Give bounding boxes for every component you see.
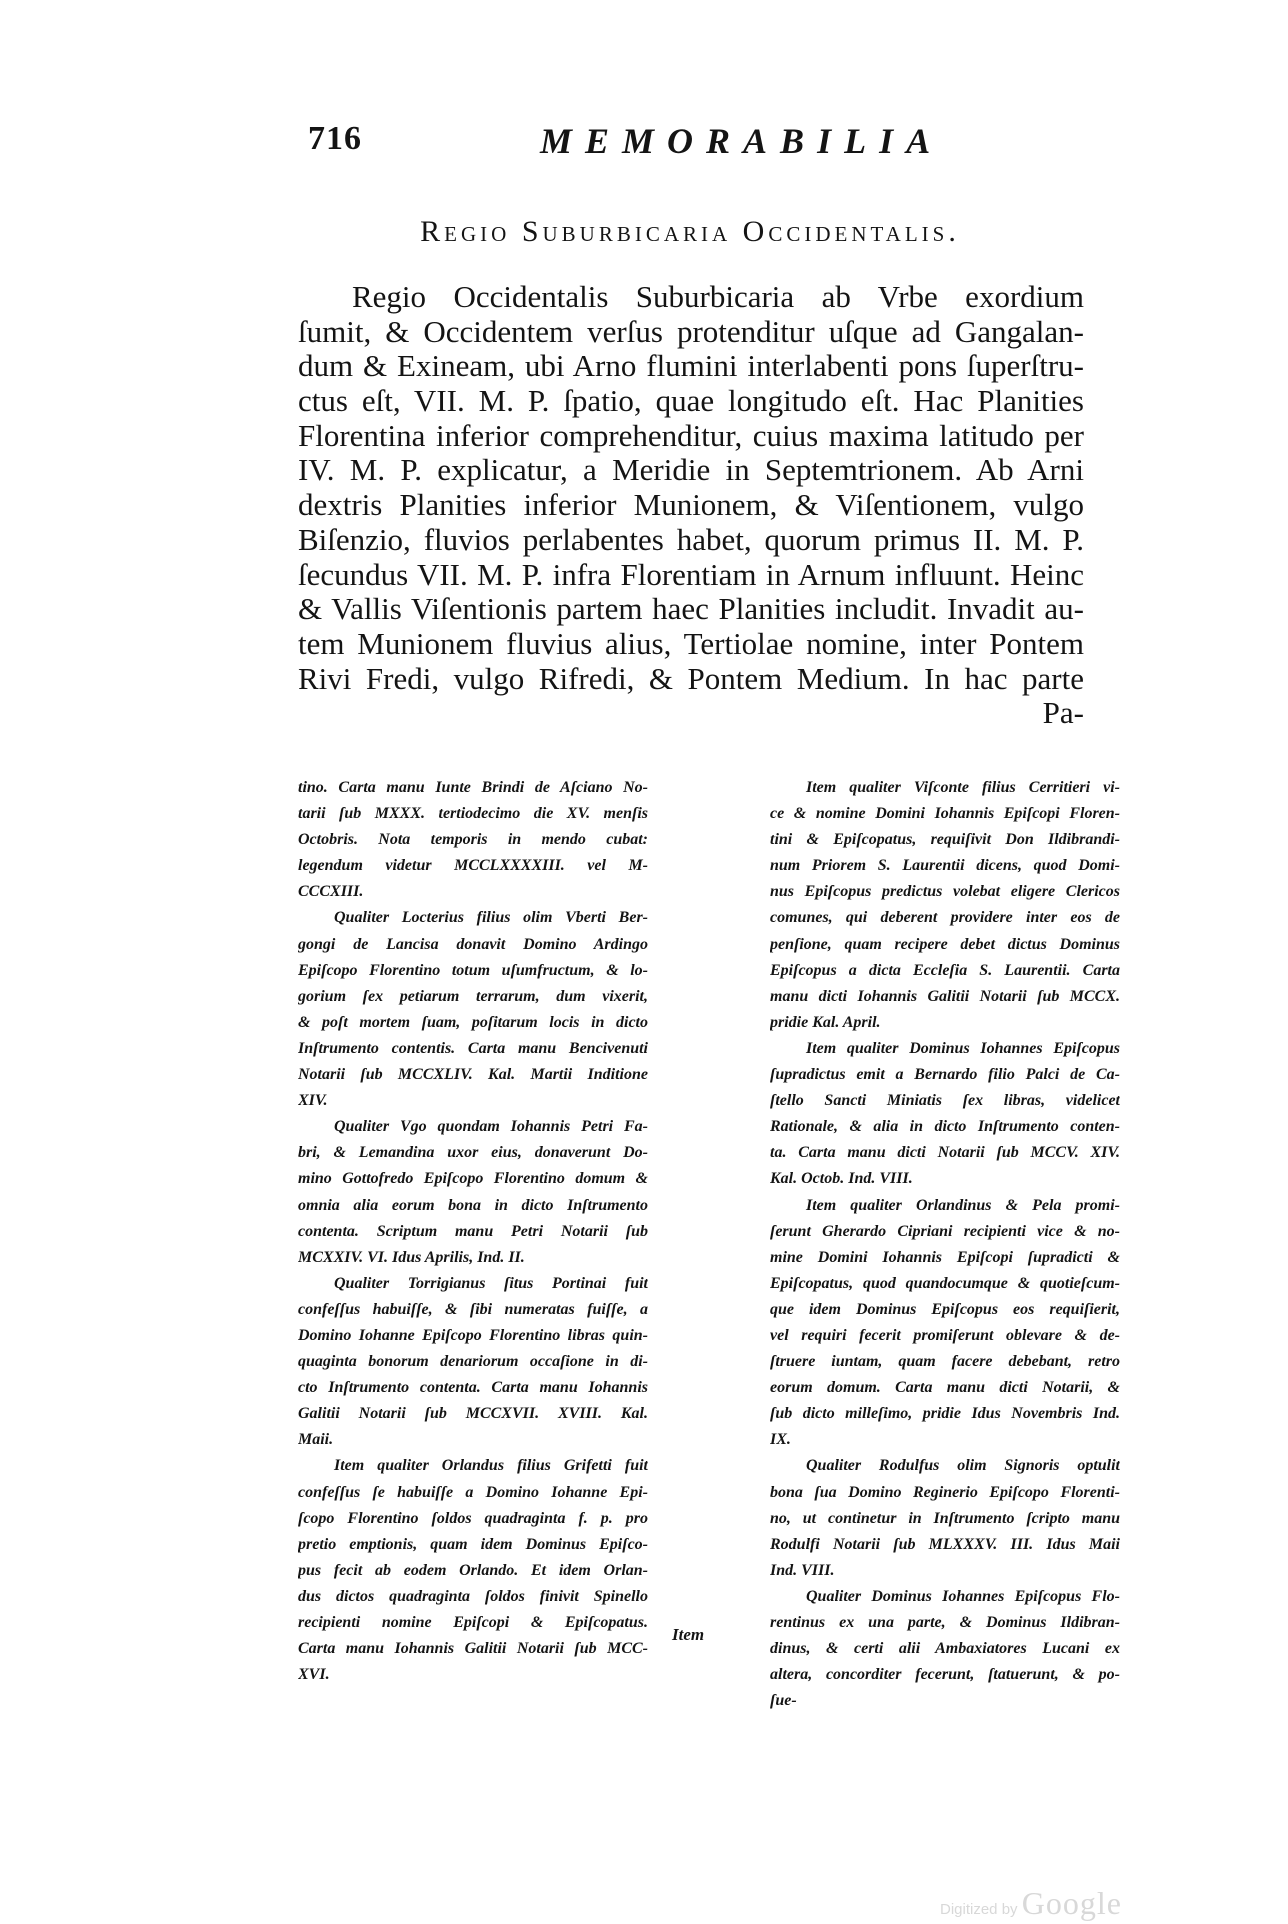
footnote-line: Qualiter Locterius filius olim Vberti Ber- (334, 909, 648, 927)
footnote-column-left (298, 775, 648, 1688)
footnote-line: tarii ſub MXXX. tertiodecimo die XV. menſis (298, 805, 648, 823)
footnote-line: tino. Carta manu Iunte Brindi de Aſciano No- (298, 779, 648, 796)
digitization-watermark (940, 1885, 1122, 1922)
footnote-line: dus dictos quadraginta ſoldos finivit Spinello (298, 1587, 648, 1605)
body-line: & Vallis Viſentionis partem haec Planities includit. Invadit au- (298, 591, 1084, 627)
footnote-line: penſione, quam recipere debet dictus Dominus (770, 935, 1120, 953)
footnote-line: ſue- (770, 1692, 797, 1710)
footnote-line: Notarii ſub MCCXLIV. Kal. Martii Inditione (298, 1066, 648, 1084)
footnote-line: Inſtrumento contentis. Carta manu Bencivenuti (298, 1039, 648, 1057)
footnote-line: gongi de Lancisa donavit Domino Ardingo (298, 935, 648, 953)
footnote-line: altera, concorditer fecerunt, ſtatuerunt, & po- (770, 1666, 1120, 1684)
footnote-line: rentinus ex una parte, & Dominus Ildibran- (770, 1614, 1120, 1631)
footnote-line: ſtruere iuntam, quam facere debebant, retro (770, 1353, 1120, 1371)
footnote-line: recipienti nomine Epiſcopi & Epiſcopatus. (298, 1614, 648, 1631)
footnote-line: comunes, qui deberent providere inter eos de (770, 909, 1120, 927)
body-line: tem Munionem fluvius alius, Tertiolae nomine, inter Pontem (298, 625, 1084, 661)
footnote-line: vel requiri fecerit promiſerunt oblevare & de- (770, 1326, 1120, 1344)
footnote-line: contenta. Scriptum manu Petri Notarii ſub (298, 1222, 648, 1240)
section-title: Regio Suburbicaria Occidentalis. (420, 215, 960, 248)
footnote-line: omnia alia eorum bona in dicto Inſtrumento (298, 1196, 648, 1214)
footnote-line: bona ſua Domino Reginerio Epiſcopo Florenti- (770, 1483, 1120, 1501)
footnote-line: IX. (770, 1431, 791, 1449)
footnote-line: Qualiter Vgo quondam Iohannis Petri Fa- (334, 1118, 648, 1136)
footnote-line: Epiſcopus a dicta Eccleſia S. Laurentii. Carta (770, 961, 1120, 979)
footnote-line: pridie Kal. April. (770, 1013, 881, 1031)
footnote-line: tini & Epiſcopatus, requiſivit Don Ildibrandi- (770, 831, 1120, 849)
footnote-line: Rationale, & alia in dicto Inſtrumento conten- (770, 1118, 1120, 1136)
footnote-line: bri, & Lemandina uxor eius, donaverunt Do- (298, 1144, 648, 1162)
footnote-line: ce & nomine Domini Iohannis Epiſcopi Floren- (770, 805, 1120, 823)
footnote-line: pretio emptionis, quam idem Dominus Epiſco- (298, 1535, 648, 1553)
footnote-line: Rodulfi Notarii ſub MLXXXV. III. Idus Maii (770, 1535, 1120, 1553)
footnote-line: dinus, & certi alii Ambaxiatores Lucani ex (770, 1640, 1120, 1658)
footnote-line: num Priorem S. Laurentii dicens, quod Domi- (770, 857, 1120, 875)
footnote-line: MCXXIV. VI. Idus Aprilis, Ind. II. (298, 1248, 525, 1266)
watermark-brand: Google (1021, 1885, 1122, 1921)
footnote-line: que idem Dominus Epiſcopus eos requiſierit, (770, 1300, 1120, 1318)
footnote-line: no, ut continetur in Inſtrumento ſcripto manu (770, 1509, 1120, 1527)
body-line: Florentina inferior comprehenditur, cuius maxima latitudo per (298, 417, 1084, 453)
body-line: IV. M. P. explicatur, a Meridie in Septemtrionem. Ab Arni (298, 452, 1084, 488)
footnote-line: nus Epiſcopus predictus volebat eligere Clericos (770, 883, 1120, 901)
footnote-line: ſupradictus emit a Bernardo filio Palci de Ca- (770, 1066, 1120, 1084)
footnote-line: ſerunt Gherardo Cipriani recipienti vice & no- (770, 1222, 1120, 1240)
footnote-line: quaginta bonorum denariorum occaſione in di- (298, 1353, 648, 1371)
footnote-line: Domino Iohanne Epiſcopo Florentino libras quin- (298, 1326, 648, 1344)
footnote-column-right (770, 775, 1120, 1714)
footnote-line: ſub dicto milleſimo, pridie Idus Novembris Ind. (770, 1405, 1120, 1423)
footnote-line: mine Domini Iohannis Epiſcopi ſupradicti & (770, 1248, 1120, 1266)
footnote-line: Qualiter Dominus Iohannes Epiſcopus Flo- (806, 1587, 1120, 1605)
footnote-line: ta. Carta manu dicti Notarii ſub MCCV. XIV. (770, 1144, 1120, 1162)
footnote-line: Maii. (298, 1431, 334, 1449)
footnote-line: Ind. VIII. (770, 1561, 835, 1579)
body-line: ſecundus VII. M. P. infra Florentiam in Arnum influunt. Heinc (298, 556, 1084, 592)
footnote-line: cto Inſtrumento contenta. Carta manu Iohannis (298, 1379, 648, 1397)
footnote-line: XVI. (298, 1666, 330, 1684)
footnote-line: eorum domum. Carta manu dicti Notarii, & (770, 1379, 1120, 1397)
catchword-left: Item (672, 1625, 705, 1644)
watermark-prefix: Digitized by (940, 1901, 1018, 1918)
body-line: ſumit, & Occidentem verſus protenditur uſque ad Gangalan- (298, 313, 1084, 349)
body-line: Pa- (1042, 695, 1084, 731)
body-line: ctus eſt, VII. M. P. ſpatio, quae longitudo eſt. Hac Planities (298, 383, 1084, 419)
footnote-line: Carta manu Iohannis Galitii Notarii ſub MCC- (298, 1640, 648, 1658)
main-body-text (298, 280, 1084, 731)
footnote-line: ſcopo Florentino ſoldos quadraginta f. p. pro (298, 1509, 648, 1527)
footnote-line: Kal. Octob. Ind. VIII. (770, 1170, 913, 1188)
footnote-line: Octobris. Nota temporis in mendo cubat: (298, 831, 648, 849)
footnote-line: CCCXIII. (298, 883, 364, 901)
footnote-line: Item qualiter Dominus Iohannes Epiſcopus (806, 1039, 1120, 1057)
footnote-line: Item qualiter Viſconte filius Cerritieri vi- (806, 779, 1120, 796)
footnote-line: gorium ſex petiarum terrarum, dum vixerit, (298, 987, 648, 1005)
body-line: dextris Planities inferior Munionem, & Viſentionem, vulgo (298, 487, 1084, 523)
footnote-line: Galitii Notarii ſub MCCXVII. XVIII. Kal. (298, 1405, 648, 1423)
footnote-line: mino Gottofredo Epiſcopo Florentino domum & (298, 1170, 648, 1188)
footnote-line: Item qualiter Orlandinus & Pela promi- (806, 1196, 1120, 1214)
footnote-line: legendum videtur MCCLXXXXIII. vel M- (298, 857, 648, 875)
footnote-line: Item qualiter Orlandus filius Grifetti fuit (334, 1457, 648, 1475)
footnote-line: XIV. (298, 1092, 328, 1110)
footnote-line: ſtello Sancti Miniatis ſex libras, videlicet (770, 1092, 1120, 1110)
body-line: Regio Occidentalis Suburbicaria ab Vrbe exordium (352, 279, 1084, 314)
footnote-line: confeſſus habuiſſe, & ſibi numeratas fuiſſe, a (298, 1300, 648, 1318)
body-line: dum & Exineam, ubi Arno flumini interlabenti pons ſuperſtru- (298, 348, 1084, 384)
footnote-line: pus fecit ab eodem Orlando. Et idem Orlan- (298, 1561, 648, 1579)
body-line: Biſenzio, fluvios perlabentes habet, quorum primus II. M. P. (298, 521, 1084, 557)
footnote-line: confeſſus ſe habuiſſe a Domino Iohanne Epi- (298, 1483, 648, 1501)
footnote-line: Qualiter Torrigianus ſitus Portinai fuit (334, 1274, 648, 1292)
footnote-line: Epiſcopatus, quod quandocumque & quotieſcum- (770, 1274, 1120, 1292)
page-number: 716 (308, 120, 362, 157)
running-head: MEMORABILIA (540, 121, 944, 161)
footnote-line: Epiſcopo Florentino totum uſumfructum, & lo- (298, 961, 648, 979)
footnote-line: & poſt mortem ſuam, poſitarum locis in dicto (298, 1013, 648, 1031)
footnote-line: manu dicti Iohannis Galitii Notarii ſub MCCX. (770, 987, 1120, 1005)
body-line: Rivi Fredi, vulgo Rifredi, & Pontem Medium. In hac parte (298, 660, 1084, 696)
footnote-line: Qualiter Rodulfus olim Signoris optulit (806, 1457, 1120, 1475)
